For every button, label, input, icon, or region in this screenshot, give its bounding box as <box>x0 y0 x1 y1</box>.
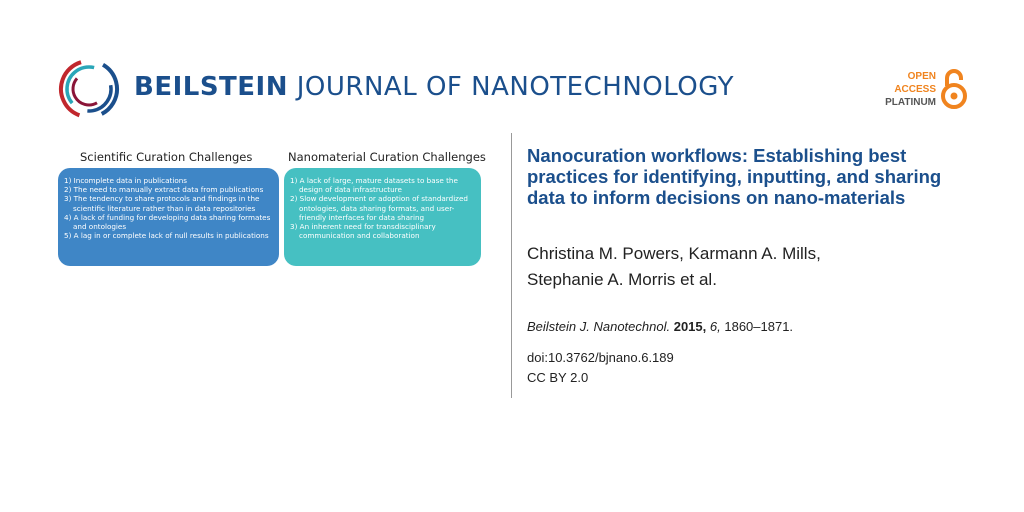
authors-line-1: Christina M. Powers, Karmann A. Mills, <box>527 244 821 263</box>
article-title[interactable]: Nanocuration workflows: Establishing best practices for identifying, inputting, and sharing data to inform decisions on nano-materials <box>527 145 942 208</box>
list-item: 2) Slow development or adoption of standardized ontologies, data sharing formats, and user-friendly interfaces for data sharing <box>290 194 468 222</box>
citation-pages: 1860–1871. <box>724 319 794 334</box>
nanomaterial-challenges-panel <box>284 168 481 266</box>
journal-title-strong: BEILSTEIN <box>134 72 288 102</box>
journal-logo-icon <box>58 58 120 120</box>
oa-open-label: OPEN <box>907 71 936 82</box>
journal-title <box>134 72 734 102</box>
list-item: 3) An inherent need for transdisciplinary communication and collaboration <box>290 222 436 241</box>
list-item: 1) A lack of large, mature datasets to base the design of data infrastructure <box>290 176 458 195</box>
list-item: 4) A lack of funding for developing data sharing formates and ontologies <box>64 212 271 232</box>
oa-access-label: ACCESS <box>894 84 936 95</box>
open-lock-icon <box>940 68 968 110</box>
citation-year: 2015, <box>673 319 707 334</box>
list-item: 5) A lag in or complete lack of null results in publications <box>64 231 269 241</box>
journal-abbrev: Beilstein J. Nanotechnol. <box>527 319 671 334</box>
journal-title-light: JOURNAL OF NANOTECHNOLOGY <box>296 72 734 102</box>
list-item: 3) The tendency to share protocols and findings in the scientific literature rather than in data repositories <box>64 194 260 213</box>
left-panel-title: Scientific Curation Challenges <box>80 150 253 164</box>
authors-line-2: Stephanie A. Morris et al. <box>527 270 717 289</box>
right-panel-title: Nanomaterial Curation Challenges <box>288 150 486 164</box>
citation <box>527 319 793 334</box>
vertical-divider <box>511 133 512 398</box>
doi-link[interactable]: doi:10.3762/bjnano.6.189 <box>527 350 674 365</box>
open-access-badge <box>885 70 936 109</box>
authors <box>527 241 987 293</box>
graphical-abstract <box>55 146 485 272</box>
scientific-challenges-panel <box>58 168 279 266</box>
oa-platinum-label: PLATINUM <box>885 97 936 108</box>
citation-volume: 6, <box>709 319 721 334</box>
list-item: 1) Incomplete data in publications <box>64 176 188 185</box>
license-link[interactable]: CC BY 2.0 <box>527 370 589 385</box>
list-item: 2) The need to manually extract data from publications <box>64 185 264 195</box>
